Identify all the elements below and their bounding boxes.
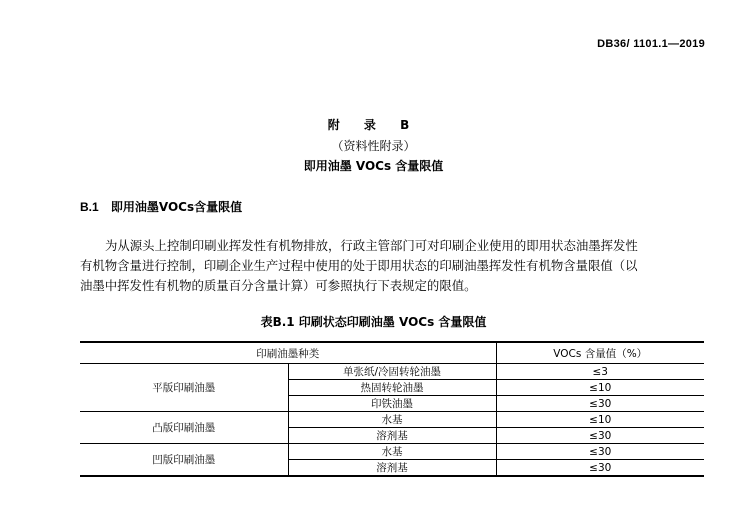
subtype-cell: 水基 (288, 412, 496, 428)
paragraph-line: 油墨中挥发性有机物的质量百分含量计算）可参照执行下表规定的限值。 (80, 278, 477, 293)
voc-limits-table (80, 341, 704, 477)
document-code: DB36/ 1101.1—2019 (597, 38, 705, 50)
header-voc-limit: VOCs 含量值（%） (496, 342, 704, 364)
body-paragraph (80, 236, 706, 296)
table-header-row (80, 342, 704, 364)
limit-cell: ≤10 (496, 380, 704, 396)
header-ink-type: 印刷油墨种类 (80, 342, 496, 364)
limit-cell: ≤30 (496, 396, 704, 412)
appendix-type: （资料性附录） (331, 139, 416, 153)
category-cell: 凸版印刷油墨 (80, 412, 288, 444)
table-row (80, 412, 704, 428)
appendix-label: 附 录 B (327, 118, 420, 132)
section-heading (80, 198, 242, 215)
paragraph-line: 有机物含量进行控制，印刷企业生产过程中使用的处于即用状态的印刷油墨挥发性有机物含量限值（以 (80, 258, 638, 273)
subtype-cell: 印铁油墨 (288, 396, 496, 412)
subtype-cell: 溶剂基 (288, 460, 496, 477)
subtype-cell: 溶剂基 (288, 428, 496, 444)
paragraph-line: 为从源头上控制印刷业挥发性有机物排放，行政主管部门可对印刷企业使用的即用状态油墨挥发性 (105, 238, 638, 253)
subtype-cell: 热固转轮油墨 (288, 380, 496, 396)
limit-cell: ≤3 (496, 364, 704, 380)
table-row (80, 444, 704, 460)
appendix-title: 即用油墨 VOCs 含量限值 (303, 159, 444, 173)
limit-cell: ≤10 (496, 412, 704, 428)
table-row (80, 364, 704, 380)
section-title: 即用油墨VOCs含量限值 (110, 200, 243, 214)
subtype-cell: 水基 (288, 444, 496, 460)
section-number: B.1 (80, 200, 99, 214)
category-cell: 平版印刷油墨 (80, 364, 288, 412)
limit-cell: ≤30 (496, 428, 704, 444)
category-cell: 凹版印刷油墨 (80, 444, 288, 477)
limit-cell: ≤30 (496, 460, 704, 477)
table-caption: 表B.1 印刷状态印刷油墨 VOCs 含量限值 (260, 315, 487, 329)
subtype-cell: 单张纸/冷固转轮油墨 (288, 364, 496, 380)
limit-cell: ≤30 (496, 444, 704, 460)
